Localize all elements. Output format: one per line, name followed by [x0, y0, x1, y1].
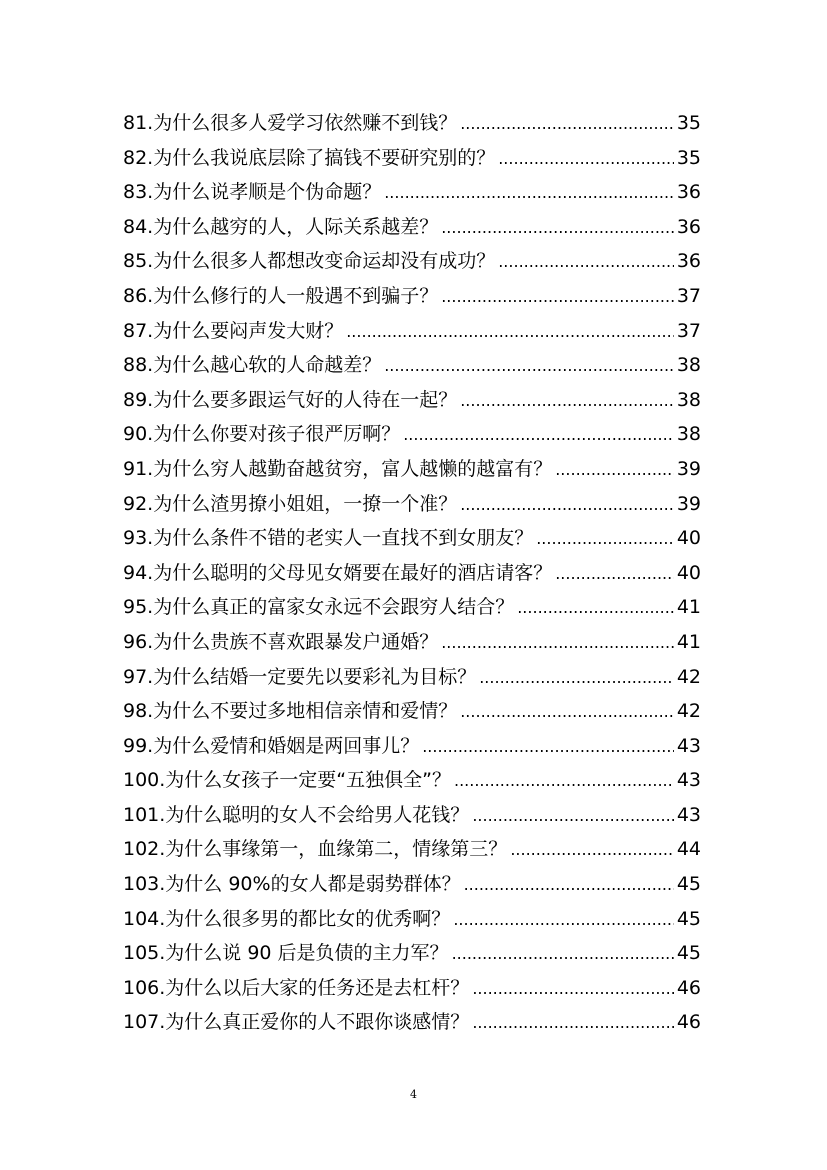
toc-entry-title: 107.为什么真正爱你的人不跟你谈感情？ — [123, 1011, 470, 1034]
dot-leader — [517, 590, 674, 625]
toc-entry[interactable] — [123, 763, 701, 798]
toc-entry-page: 39 — [676, 492, 701, 515]
dot-leader — [460, 106, 674, 141]
dot-leader — [472, 1005, 674, 1040]
toc-entry-title: 89.为什么要多跟运气好的人待在一起？ — [123, 388, 458, 411]
toc-entry[interactable] — [123, 348, 701, 383]
toc-entry-page: 43 — [676, 803, 701, 826]
toc-entry-page: 37 — [676, 319, 701, 342]
toc-entry-title: 81.为什么很多人爱学习依然赚不到钱？ — [123, 112, 458, 134]
toc-entry-page: 36 — [676, 181, 701, 204]
toc-entry-page: 40 — [676, 527, 701, 550]
toc-entry-title: 102.为什么事缘第一，血缘第二，情缘第三？ — [123, 838, 508, 861]
toc-entry-page: 46 — [676, 1011, 701, 1034]
toc-entry-title: 85.为什么很多人都想改变命运却没有成功？ — [123, 250, 496, 273]
toc-entry-page: 38 — [676, 354, 701, 377]
toc-entry[interactable] — [123, 210, 701, 245]
toc-entry-page: 43 — [676, 769, 701, 792]
toc-entry-title: 96.为什么贵族不喜欢跟暴发户通婚？ — [123, 630, 439, 653]
dot-leader — [510, 832, 674, 867]
toc-entry-title: 87.为什么要闷声发大财？ — [123, 319, 344, 342]
toc-entry-title: 105.为什么说 90 后是负债的主力军？ — [123, 942, 449, 965]
toc-entry-title: 92.为什么渣男撩小姐姐，一撩一个准？ — [123, 492, 458, 515]
toc-entry-page: 42 — [676, 700, 701, 723]
toc-entry-title: 90.为什么你要对孩子很严厉啊？ — [123, 423, 401, 446]
toc-entry-page: 40 — [676, 561, 701, 584]
dot-leader — [452, 936, 674, 971]
dot-leader — [472, 798, 674, 833]
toc-entry-page: 43 — [676, 734, 701, 757]
toc-entry[interactable] — [123, 590, 701, 625]
page-number: 4 — [410, 1088, 417, 1101]
dot-leader — [403, 417, 674, 452]
toc-entry[interactable] — [123, 244, 701, 279]
toc-entry-page: 38 — [676, 388, 701, 411]
toc-entry[interactable] — [123, 314, 701, 349]
toc-entry[interactable] — [123, 417, 701, 452]
toc-entry[interactable] — [123, 521, 701, 556]
toc-entry-page: 45 — [676, 942, 701, 965]
toc-entry-title: 103.为什么 90%的女人都是弱势群体？ — [123, 873, 461, 896]
toc-entry[interactable] — [123, 556, 701, 591]
dot-leader — [453, 902, 674, 937]
toc-entry-page: 45 — [676, 907, 701, 930]
toc-entry[interactable] — [123, 625, 701, 660]
toc-entry[interactable] — [123, 867, 701, 902]
toc-entry-title: 99.为什么爱情和婚姻是两回事儿？ — [123, 734, 420, 757]
toc-entry-page: 46 — [676, 976, 701, 999]
toc-entry-page: 41 — [676, 596, 701, 619]
dot-leader — [460, 694, 674, 729]
toc-entry[interactable] — [123, 660, 701, 695]
toc-entry[interactable] — [123, 971, 701, 1006]
toc-entry-title: 98.为什么不要过多地相信亲情和爱情？ — [123, 700, 458, 723]
dot-leader — [464, 867, 674, 902]
toc-entry-title: 94.为什么聪明的父母见女婿要在最好的酒店请客？ — [123, 561, 553, 584]
dot-leader — [454, 763, 674, 798]
toc-entry-page: 45 — [676, 873, 701, 896]
dot-leader — [498, 141, 674, 176]
dot-leader — [472, 971, 674, 1006]
dot-leader — [346, 314, 674, 349]
toc-entry-page: 36 — [676, 215, 701, 238]
dot-leader — [384, 348, 674, 383]
toc-entry-title: 91.为什么穷人越勤奋越贫穷，富人越懒的越富有？ — [123, 457, 553, 480]
toc-entry-page: 39 — [676, 457, 701, 480]
dot-leader — [555, 556, 674, 591]
table-of-contents — [123, 106, 701, 1040]
toc-entry-page: 37 — [676, 284, 701, 307]
dot-leader — [536, 521, 674, 556]
toc-entry[interactable] — [123, 1005, 701, 1040]
toc-entry[interactable] — [123, 832, 701, 867]
dot-leader — [384, 175, 674, 210]
toc-entry[interactable] — [123, 106, 701, 141]
toc-entry[interactable] — [123, 487, 701, 522]
toc-entry-page: 38 — [676, 423, 701, 446]
toc-entry-page: 36 — [676, 250, 701, 273]
dot-leader — [460, 487, 674, 522]
dot-leader — [555, 452, 674, 487]
toc-entry-page: 42 — [676, 665, 701, 688]
dot-leader — [441, 210, 674, 245]
toc-entry-title: 95.为什么真正的富家女永远不会跟穷人结合？ — [123, 596, 515, 619]
dot-leader — [441, 279, 674, 314]
toc-entry-title: 83.为什么说孝顺是个伪命题？ — [123, 181, 382, 204]
toc-entry[interactable] — [123, 729, 701, 764]
toc-entry-page: 41 — [676, 630, 701, 653]
toc-entry-title: 106.为什么以后大家的任务还是去杠杆？ — [123, 976, 470, 999]
toc-entry-title: 86.为什么修行的人一般遇不到骗子？ — [123, 284, 439, 307]
toc-entry[interactable] — [123, 694, 701, 729]
toc-entry-title: 88.为什么越心软的人命越差？ — [123, 354, 382, 377]
toc-entry-page: 35 — [676, 146, 701, 169]
toc-entry[interactable] — [123, 798, 701, 833]
toc-entry-title: 97.为什么结婚一定要先以要彩礼为目标？ — [123, 665, 477, 688]
toc-entry-title: 82.为什么我说底层除了搞钱不要研究别的？ — [123, 146, 496, 169]
toc-entry[interactable] — [123, 936, 701, 971]
dot-leader — [441, 625, 674, 660]
toc-entry-title: 100.为什么女孩子一定要“五独俱全”？ — [123, 769, 451, 792]
toc-entry-page: 35 — [676, 112, 701, 134]
toc-entry[interactable] — [123, 452, 701, 487]
toc-entry[interactable] — [123, 902, 701, 937]
toc-entry-title: 93.为什么条件不错的老实人一直找不到女朋友？ — [123, 527, 534, 550]
dot-leader — [479, 660, 674, 695]
toc-entry-title: 84.为什么越穷的人，人际关系越差？ — [123, 215, 439, 238]
dot-leader — [498, 244, 674, 279]
dot-leader — [460, 383, 674, 418]
toc-entry[interactable] — [123, 279, 701, 314]
toc-entry-page: 44 — [676, 838, 701, 861]
toc-entry[interactable] — [123, 383, 701, 418]
toc-entry-title: 101.为什么聪明的女人不会给男人花钱？ — [123, 803, 470, 826]
dot-leader — [422, 729, 674, 764]
toc-entry[interactable] — [123, 175, 701, 210]
toc-entry[interactable] — [123, 141, 701, 176]
toc-entry-title: 104.为什么很多男的都比女的优秀啊？ — [123, 907, 451, 930]
